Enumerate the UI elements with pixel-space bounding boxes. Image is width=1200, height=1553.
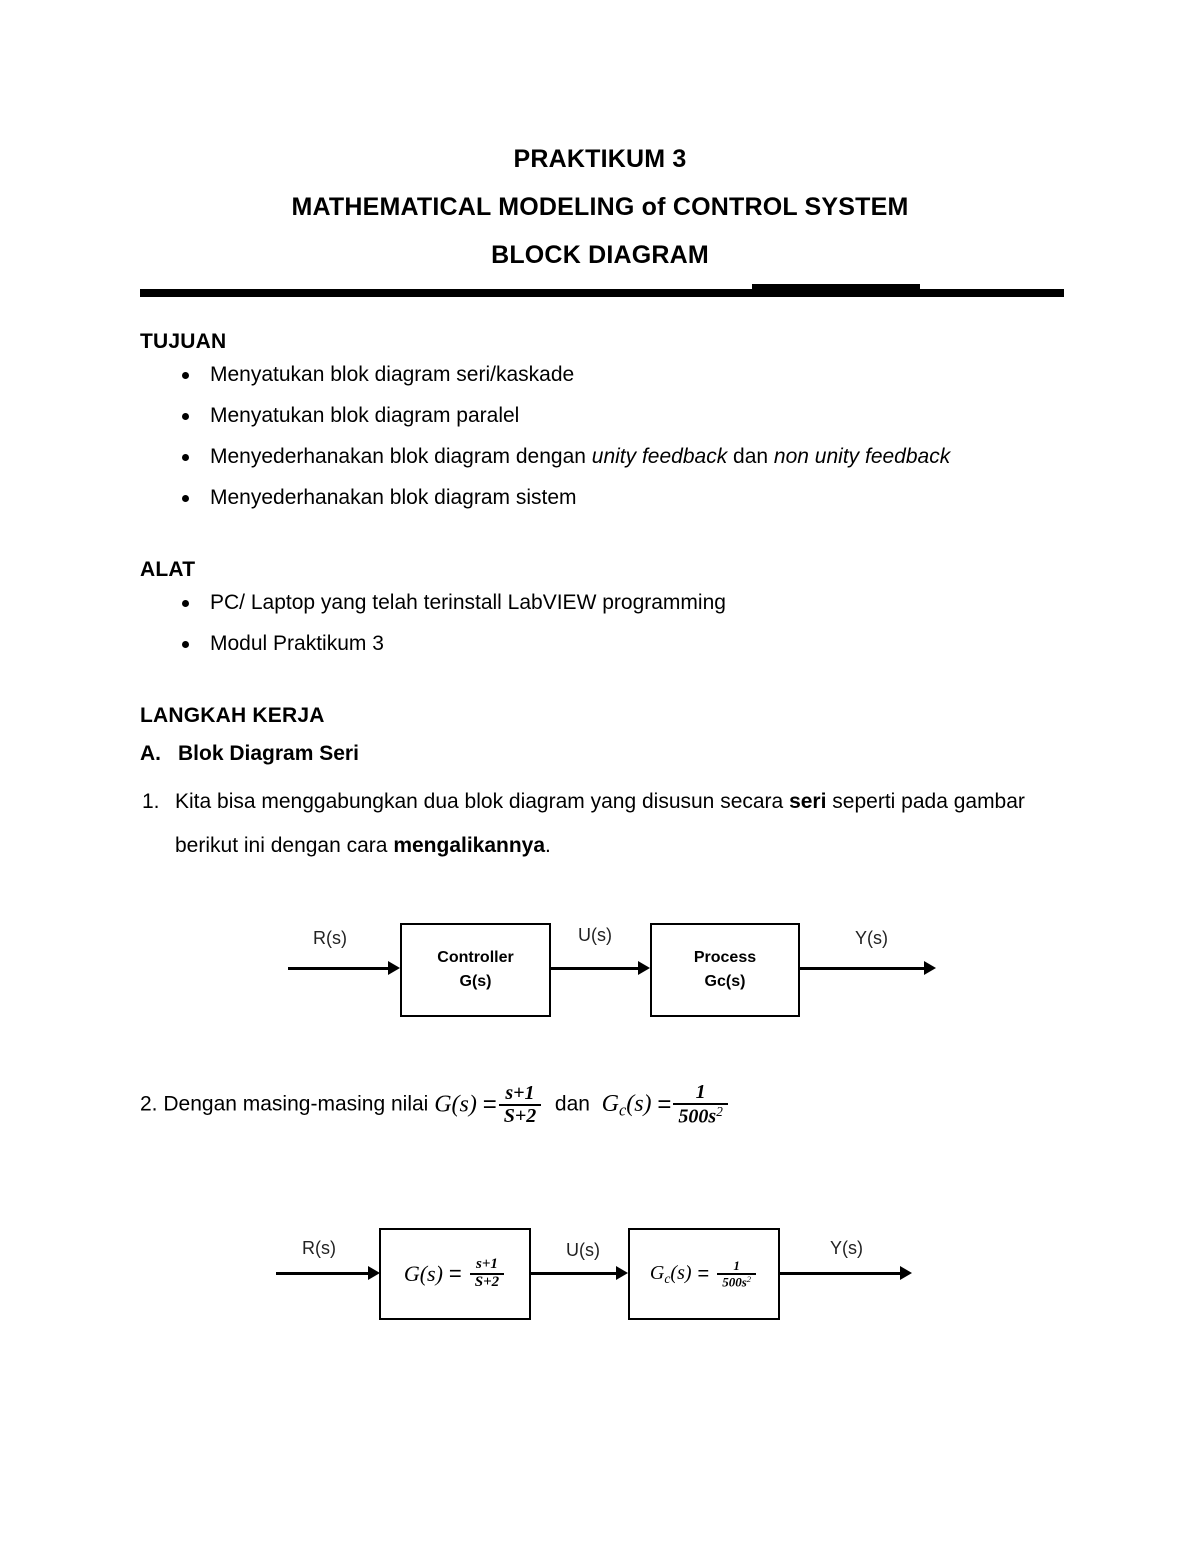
step-1-bold-b: mengalikannya — [393, 834, 546, 857]
d2-block-g-equation — [404, 1257, 506, 1291]
step-2-eq2-lhs-arg: (s) — [626, 1090, 652, 1117]
tujuan-item-2-text: Menyederhanakan blok diagram dengan — [210, 445, 592, 468]
d2-block-g — [379, 1228, 531, 1320]
d2-block-gc-numerator: 1 — [733, 1258, 740, 1274]
d2-output-arrowhead — [900, 1266, 912, 1280]
step-2-eq2-denominator-base: 500s — [678, 1105, 717, 1128]
d2-mid-line — [531, 1272, 616, 1275]
step-1-text-b: seperti pada gambar berikut ini dengan cara — [175, 790, 1025, 857]
d2-block-gc-equation — [650, 1259, 758, 1289]
d1-signal-label-output: Y(s) — [855, 928, 888, 948]
d2-mid-arrowhead — [616, 1266, 628, 1280]
d2-signal-label-mid: U(s) — [566, 1240, 600, 1260]
d2-block-g-fraction — [470, 1257, 504, 1291]
d2-input-line — [276, 1272, 368, 1275]
step-2-eq1-numerator: s+1 — [505, 1081, 535, 1104]
tujuan-item-2-mid: dan — [727, 445, 774, 468]
alat-item-0-text: PC/ Laptop yang telah terinstall LabVIEW programming — [210, 591, 726, 614]
tujuan-item-2-italic-1: unity feedback — [591, 445, 728, 468]
step-2-eq2-lhs-subscript: c — [618, 1100, 627, 1120]
d2-block-gc-lhs-base: G — [649, 1261, 665, 1284]
d2-output-line — [780, 1272, 900, 1275]
title-line-3: BLOCK DIAGRAM — [491, 241, 709, 269]
section-heading-tujuan: TUJUAN — [140, 330, 227, 353]
d2-block-gc-denominator-exponent: 2 — [746, 1273, 752, 1284]
d2-block-g-denominator: S+2 — [470, 1273, 504, 1291]
step-2-eq2-lhs-base: G — [601, 1090, 619, 1117]
d2-block-gc-lhs-arg: (s) — [670, 1261, 692, 1284]
step-2-marker: 2. — [140, 1092, 158, 1116]
step-2-eq1-lhs: G(s) — [434, 1091, 477, 1118]
tujuan-item-1-text: Menyatukan blok diagram paralel — [210, 404, 520, 427]
tujuan-item-2-italic-2: non unity feedback — [773, 445, 951, 468]
step-2-eq2-equals: = — [657, 1090, 672, 1118]
title-line-1: PRAKTIKUM 3 — [513, 145, 687, 173]
step-2-eq2-numerator: 1 — [695, 1081, 706, 1103]
step-2-eq1-equals: = — [482, 1090, 497, 1118]
d2-signal-label-input: R(s) — [302, 1238, 336, 1258]
section-heading-alat: ALAT — [140, 558, 196, 581]
d1-block-process-line2: Gc(s) — [704, 973, 746, 990]
d2-block-g-equals: = — [448, 1261, 462, 1286]
step-2-conjunction: dan — [554, 1092, 590, 1116]
subsection-marker: A. — [140, 742, 161, 765]
step-2-text: Dengan masing-masing nilai — [163, 1092, 429, 1116]
step-1-bold-a: seri — [789, 790, 827, 813]
d2-block-gc — [628, 1228, 780, 1320]
d2-block-g-numerator: s+1 — [476, 1256, 498, 1273]
step-1-marker: 1. — [142, 790, 160, 813]
d2-block-gc-equals: = — [697, 1262, 710, 1285]
step-1-text-a: Kita bisa menggabungkan dua blok diagram yang disusun secara — [175, 790, 790, 813]
tujuan-item-0-text: Menyatukan blok diagram seri/kaskade — [210, 363, 575, 386]
d2-block-gc-lhs — [650, 1262, 692, 1287]
d2-block-gc-lhs-subscript: c — [664, 1270, 671, 1286]
d2-block-gc-denominator-base: 500s — [722, 1274, 747, 1290]
d2-block-g-lhs: G(s) — [403, 1261, 443, 1286]
d1-block-process-line1: Process — [693, 949, 757, 966]
d2-signal-label-output: Y(s) — [830, 1238, 863, 1258]
section-heading-langkah-kerja: LANGKAH KERJA — [140, 704, 325, 727]
title-line-2: MATHEMATICAL MODELING of CONTROL SYSTEM — [291, 193, 909, 221]
alat-item-1-text: Modul Praktikum 3 — [210, 632, 384, 655]
step-2-eq1-denominator: S+2 — [499, 1104, 542, 1127]
step-1-text-c: . — [545, 834, 551, 857]
step-2-eq2-denominator-exponent: 2 — [716, 1104, 723, 1119]
d2-block-gc-fraction — [717, 1259, 756, 1289]
d1-signal-label-mid: U(s) — [578, 925, 612, 945]
d1-signal-label-input: R(s) — [313, 928, 347, 948]
subsection-label: Blok Diagram Seri — [178, 742, 359, 765]
tujuan-item-3-text: Menyederhanakan blok diagram sistem — [210, 486, 577, 509]
d1-block-controller-line1: Controller — [437, 949, 514, 966]
d2-block-gc-denominator — [717, 1273, 756, 1289]
d1-block-controller-line2: G(s) — [459, 973, 492, 990]
